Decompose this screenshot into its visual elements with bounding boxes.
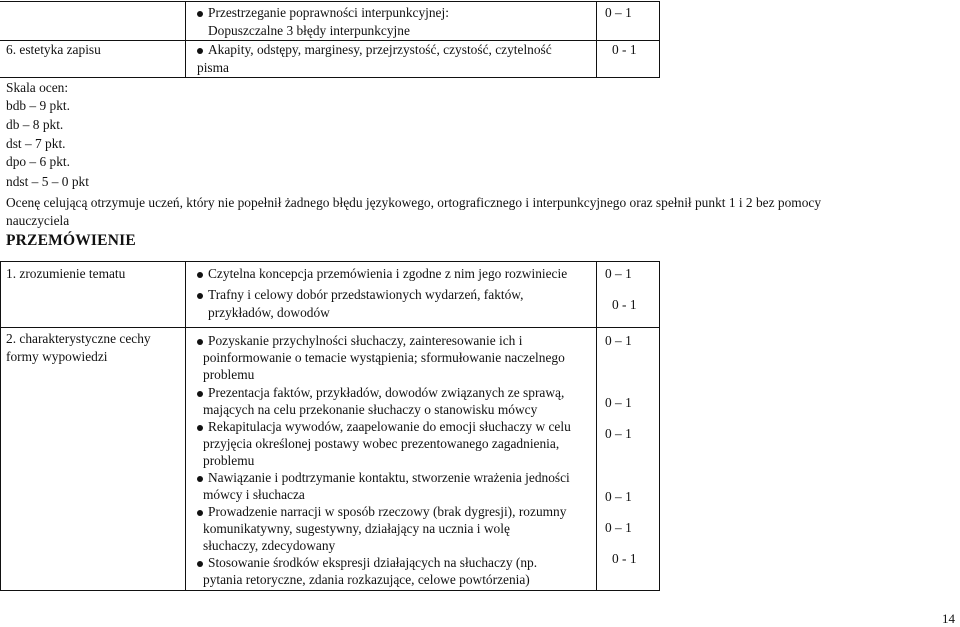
bullet-icon <box>197 48 203 54</box>
criterion-narracja-line-3: słuchaczy, zdecydowany <box>203 538 336 553</box>
criterion-koncepcja: Czytelna koncepcja przemówienia i zgodne z nim jego rozwiniecie <box>208 266 568 281</box>
bullet-icon <box>197 293 203 299</box>
criterion-prezentacja-line-1: Prezentacja faktów, przykładów, dowodów związanych ze sprawą, <box>208 385 565 400</box>
bullet-icon <box>197 391 203 397</box>
scale-item-bdb: bdb – 9 pkt. <box>6 98 70 113</box>
criterion-pozyskanie-line-1: Pozyskanie przychylności słuchaczy, zainteresowanie ich i <box>208 333 523 348</box>
score-srodki: 0 - 1 <box>612 551 637 566</box>
top-category-2: 6. estetyka zapisu <box>6 42 101 57</box>
top-criterion-1-line-1: Przestrzeganie poprawności interpunkcyjnej: <box>208 5 449 20</box>
score-koncepcja: 0 – 1 <box>605 266 632 281</box>
bullet-icon <box>197 561 203 567</box>
criterion-rekapitulacja-line-1: Rekapitulacja wywodów, zaapelowanie do emocji słuchaczy w celu <box>208 419 571 434</box>
score-nawiazanie: 0 – 1 <box>605 489 632 504</box>
criterion-srodki-line-1: Stosowanie środków ekspresji działających na słuchaczy (np. <box>208 555 538 570</box>
scale-item-dpo: dpo – 6 pkt. <box>6 154 70 169</box>
criterion-narracja-line-2: komunikatywny, sugestywny, działający na ucznia i wolę <box>203 521 510 536</box>
bottom-category-2-line-2: formy wypowiedzi <box>6 349 108 364</box>
note-line-1: Ocenę celującą otrzymuje uczeń, który nie popełnił żadnego błędu językowego, ortograficznego i interpunkcyjnego oraz spełnił punkt 1 i 2 bez pomocy <box>6 195 822 210</box>
note-line-2: nauczyciela <box>6 213 70 228</box>
criterion-pozyskanie-line-3: problemu <box>203 367 255 382</box>
bullet-icon <box>197 510 203 516</box>
score-narracja: 0 – 1 <box>605 520 632 535</box>
criterion-dobor-line-1: Trafny i celowy dobór przedstawionych wydarzeń, faktów, <box>208 287 524 302</box>
bottom-category-1: 1. zrozumienie tematu <box>6 266 126 281</box>
bottom-category-2-line-1: 2. charakterystyczne cechy <box>6 331 151 346</box>
criterion-narracja-line-1: Prowadzenie narracji w sposób rzeczowy (brak dygresji), rozumny <box>208 504 567 519</box>
score-dobor: 0 - 1 <box>612 297 637 312</box>
scale-item-dst: dst – 7 pkt. <box>6 136 66 151</box>
criterion-nawiazanie-line-1: Nawiązanie i podtrzymanie kontaktu, stworzenie wrażenia jedności <box>208 470 570 485</box>
bullet-icon <box>197 11 203 17</box>
page-number: 14 <box>942 611 955 626</box>
criterion-prezentacja-line-2: mających na celu przekonanie słuchaczy o stanowisku mówcy <box>203 402 538 417</box>
criterion-rekapitulacja-line-2: przyjęcia określonej postawy wobec prezentowanego zagadnienia, <box>203 436 560 451</box>
score-pozyskanie: 0 – 1 <box>605 333 632 348</box>
top-criterion-2-line-2: pisma <box>197 60 229 75</box>
top-score-1: 0 – 1 <box>605 5 632 20</box>
score-prezentacja: 0 – 1 <box>605 395 632 410</box>
scale-title: Skala ocen: <box>6 80 69 95</box>
criterion-rekapitulacja-line-3: problemu <box>203 453 255 468</box>
criterion-dobor-line-2: przykładów, dowodów <box>208 305 330 320</box>
bullet-icon <box>197 339 203 345</box>
bullet-icon <box>197 272 203 278</box>
scale-item-db: db – 8 pkt. <box>6 117 64 132</box>
bullet-icon <box>197 425 203 431</box>
bullet-icon <box>197 476 203 482</box>
top-criterion-2-line-1: Akapity, odstępy, marginesy, przejrzystość, czystość, czytelność <box>208 42 552 57</box>
criterion-nawiazanie-line-2: mówcy i słuchacza <box>203 487 305 502</box>
criterion-srodki-line-2: pytania retoryczne, zdania rozkazujące, celowe powtórzenia) <box>203 572 530 587</box>
scale-item-ndst: ndst – 5 – 0 pkt <box>6 174 89 189</box>
top-score-2: 0 - 1 <box>612 42 637 57</box>
criterion-pozyskanie-line-2: poinformowanie o temacie wystąpienia; sformułowanie naczelnego <box>203 350 565 365</box>
section-heading: PRZEMÓWIENIE <box>6 232 136 249</box>
top-criterion-1-line-2: Dopuszczalne 3 błędy interpunkcyjne <box>208 23 410 38</box>
score-rekapitulacja: 0 – 1 <box>605 426 632 441</box>
